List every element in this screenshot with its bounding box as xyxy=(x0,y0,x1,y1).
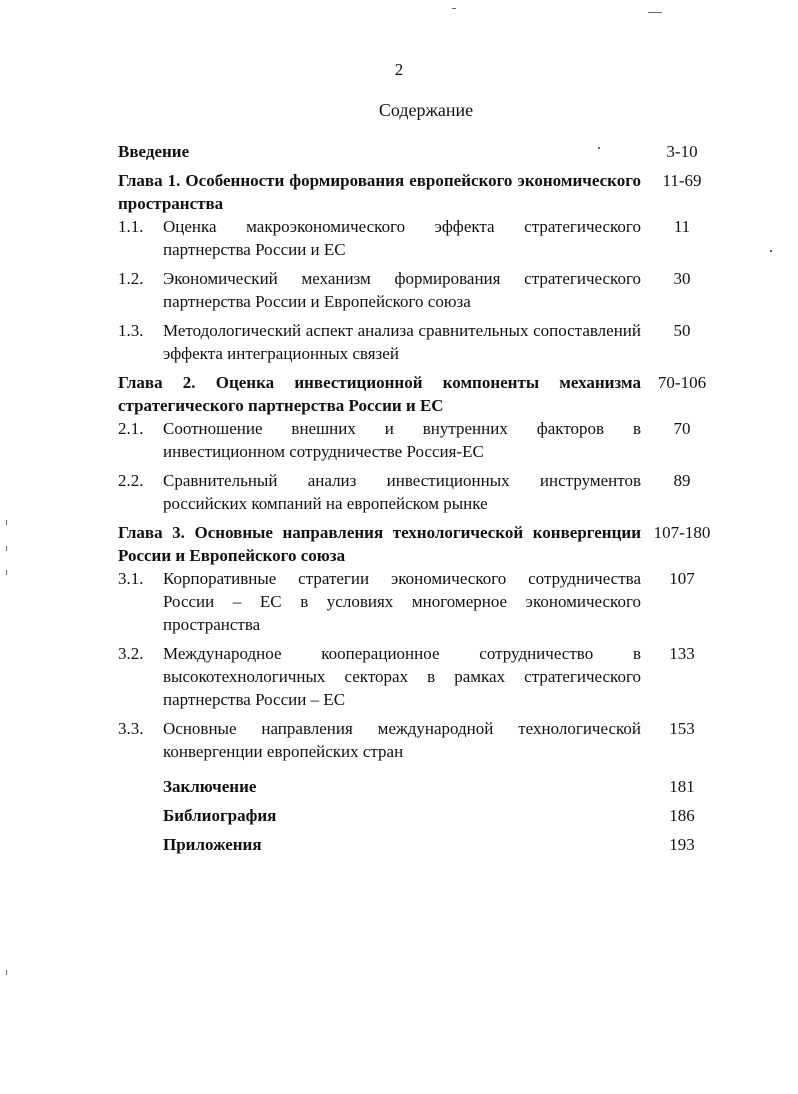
toc-intro xyxy=(118,140,723,163)
section-number: 1.1. xyxy=(118,217,144,236)
end-item-title: Приложения xyxy=(163,835,262,854)
chapter-pages: 107-180 xyxy=(653,523,711,542)
scan-speck xyxy=(648,12,662,13)
section-number: 3.3. xyxy=(118,719,144,738)
chapter-title: Глава 2. Оценка инвестиционной компоненты механизма стратегического партнерства России и ЕС xyxy=(118,373,641,415)
chapter-pages: 70-106 xyxy=(657,373,707,392)
end-item-title: Заключение xyxy=(163,777,257,796)
scan-speck xyxy=(452,8,456,9)
end-item-pages: 186 xyxy=(669,806,695,825)
scan-speck xyxy=(6,520,7,525)
scan-speck xyxy=(770,250,772,252)
scan-speck xyxy=(6,546,7,551)
section-number: 3.2. xyxy=(118,644,144,663)
section-pages: 50 xyxy=(673,321,691,340)
toc-section xyxy=(118,215,723,261)
end-item-title: Библиография xyxy=(163,806,277,825)
section-number: 1.2. xyxy=(118,269,144,288)
section-number: 2.1. xyxy=(118,419,144,438)
toc-section xyxy=(118,319,723,365)
toc-title: Содержание xyxy=(378,100,474,120)
section-title: Корпоративные стратегии экономического сотрудничества России – ЕС в условиях многомерное экономического пространства xyxy=(163,569,641,634)
section-number: 1.3. xyxy=(118,321,144,340)
section-title: Экономический механизм формирования стратегического партнерства России и Европейского союза xyxy=(163,269,641,311)
table-of-contents xyxy=(118,140,723,856)
toc-section xyxy=(118,567,723,636)
section-number: 2.2. xyxy=(118,471,144,490)
section-number: 3.1. xyxy=(118,569,144,588)
section-pages: 70 xyxy=(673,419,691,438)
section-pages: 153 xyxy=(669,719,695,738)
toc-section xyxy=(118,642,723,711)
scan-speck xyxy=(6,970,7,975)
toc-bibliography xyxy=(118,804,723,827)
section-pages: 11 xyxy=(673,217,691,236)
toc-section xyxy=(118,417,723,463)
scan-speck xyxy=(598,147,600,149)
toc-intro-title: Введение xyxy=(118,142,190,161)
section-title: Соотношение внешних и внутренних факторов в инвестиционном сотрудничестве Россия-ЕС xyxy=(163,419,641,461)
toc-section xyxy=(118,267,723,313)
scan-speck xyxy=(6,570,7,575)
section-pages: 133 xyxy=(669,644,695,663)
toc-chapter-1 xyxy=(118,169,723,215)
chapter-pages: 11-69 xyxy=(662,171,702,190)
toc-section xyxy=(118,469,723,515)
section-pages: 89 xyxy=(673,471,691,490)
toc-appendices xyxy=(118,833,723,856)
section-title: Оценка макроэкономического эффекта стратегического партнерства России и ЕС xyxy=(163,217,641,259)
toc-chapter-2 xyxy=(118,371,723,417)
toc-chapter-3 xyxy=(118,521,723,567)
section-title: Основные направления международной технологической конвергенции европейских стран xyxy=(163,719,641,761)
chapter-title: Глава 3. Основные направления технологической конвергенции России и Европейского союза xyxy=(118,523,641,565)
toc-conclusion xyxy=(118,775,723,798)
toc-section xyxy=(118,717,723,763)
section-title: Международное кооперационное сотрудничество в высокотехнологичных секторах в рамках стратегического партнерства России – ЕС xyxy=(163,644,641,709)
end-item-pages: 193 xyxy=(669,835,695,854)
page-number: 2 xyxy=(394,60,404,79)
section-title: Сравнительный анализ инвестиционных инструментов российских компаний на европейском рынке xyxy=(163,471,641,513)
section-title: Методологический аспект анализа сравнительных сопоставлений эффекта интеграционных связей xyxy=(163,321,641,363)
chapter-title: Глава 1. Особенности формирования европейского экономического пространства xyxy=(118,171,641,213)
section-pages: 30 xyxy=(673,269,691,288)
toc-intro-pages: 3-10 xyxy=(666,142,698,161)
section-pages: 107 xyxy=(669,569,695,588)
end-item-pages: 181 xyxy=(669,777,695,796)
